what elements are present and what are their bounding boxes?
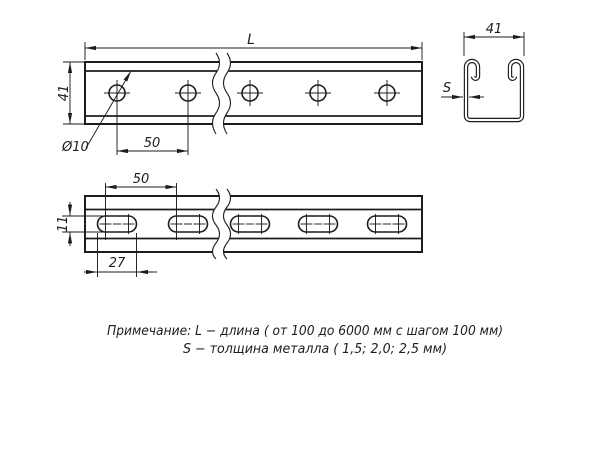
- drawing-note: [107, 324, 503, 357]
- dim-thickness-label: S: [442, 81, 452, 96]
- front-view: [57, 32, 422, 155]
- dim-hole-spacing-label: 50: [143, 136, 161, 151]
- dim-slot-width-label: 11: [56, 215, 71, 233]
- dim-thickness: [441, 81, 484, 97]
- break-line: [213, 189, 231, 259]
- dim-slot-spacing: [106, 172, 177, 187]
- dim-hole-spacing: [117, 136, 188, 151]
- break-line: [213, 53, 231, 134]
- dim-slot-length-label: 27: [108, 256, 126, 271]
- note-line-2: S − толщина металла ( 1,5; 2,0; 2,5 мм): [183, 342, 447, 357]
- dim-slot-width: [56, 202, 103, 246]
- hole-callout: [61, 71, 131, 155]
- dim-section-width: [464, 22, 524, 56]
- dim-length: [85, 32, 422, 60]
- dim-section-width-label: 41: [485, 22, 503, 37]
- slots: [98, 183, 407, 240]
- channel-profile: [466, 61, 522, 120]
- dim-slot-spacing-label: 50: [132, 172, 150, 187]
- hole-callout-label: Ø10: [62, 140, 89, 155]
- dim-slot-length: [84, 233, 157, 277]
- note-line-1: Примечание: L − длина ( от 100 до 6000 мм с шагом 100 мм): [107, 324, 503, 339]
- bottom-view: [56, 172, 422, 277]
- dim-height: [57, 62, 84, 124]
- section-view: [441, 22, 524, 120]
- dim-length-label: L: [247, 32, 255, 48]
- dim-height-label: 41: [57, 84, 72, 102]
